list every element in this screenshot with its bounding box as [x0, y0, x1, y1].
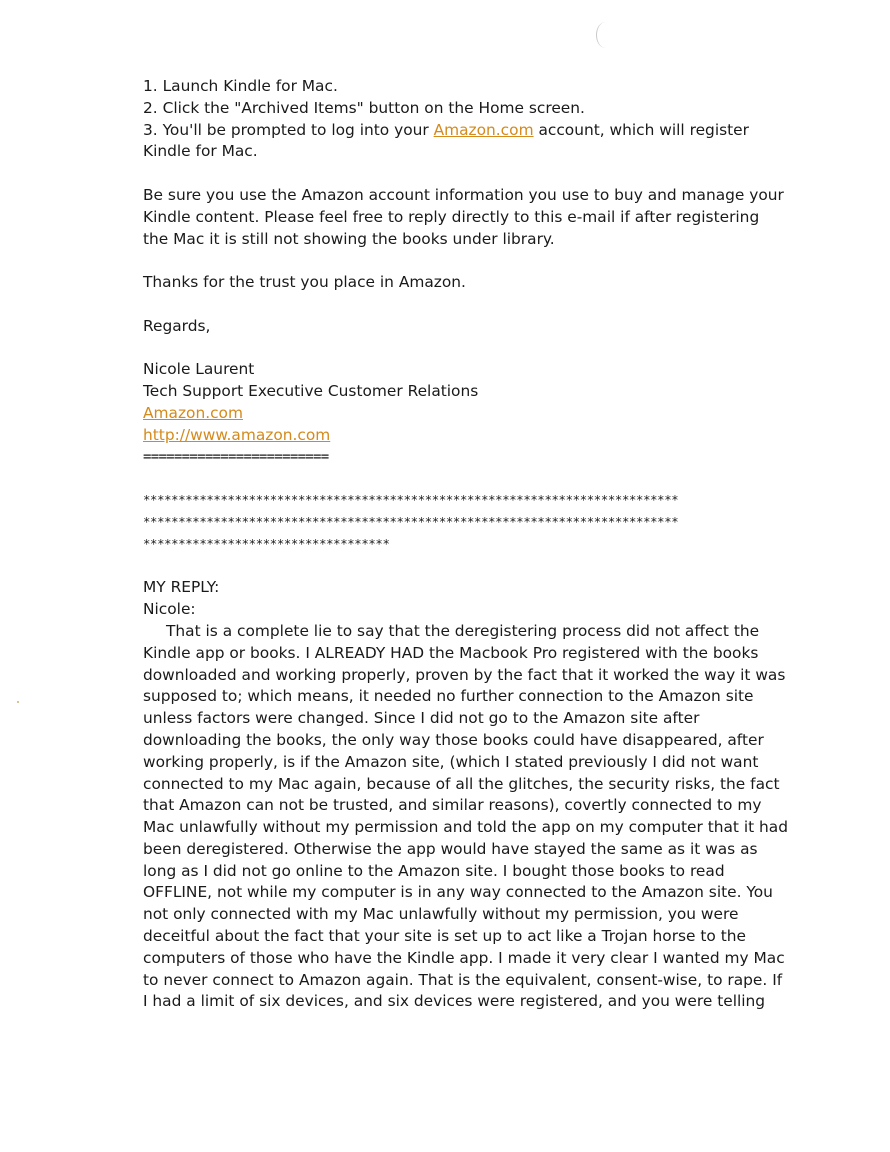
reply-line: not only connected with my Mac unlawfully without my permission, you were: [143, 905, 739, 924]
account-paragraph-line: Kindle content. Please feel free to reply directly to this e-mail if after registering: [143, 207, 760, 226]
reply-line: that Amazon can not be trusted, and similar reasons), covertly connected to my: [143, 796, 762, 815]
signature-rule: ========================: [143, 448, 329, 465]
reply-first-line-text: That is a complete lie to say that the deregistering process did not affect the: [166, 621, 760, 640]
signature-amazon-link[interactable]: Amazon.com: [143, 403, 243, 422]
reply-line: computers of those who have the Kindle app. I made it very clear I wanted my Mac: [143, 948, 785, 967]
signature-title: Tech Support Executive Customer Relations: [143, 382, 479, 401]
step-3: 3. You'll be prompted to log into your Amazon.com account, which will register: [143, 120, 749, 139]
reply-header: MY REPLY:: [143, 578, 220, 597]
reply-line: downloaded and working properly, proven by the fact that it worked the way it was: [143, 665, 786, 684]
reply-line: been deregistered. Otherwise the app would have stayed the same as it was as: [143, 839, 758, 858]
account-paragraph-line: the Mac it is still not showing the books under library.: [143, 229, 555, 248]
amazon-link-inline[interactable]: Amazon.com: [433, 120, 534, 139]
reply-line: connected to my Mac again, because of all the glitches, the security risks, the fact: [143, 774, 780, 793]
scan-speck: [17, 701, 19, 703]
reply-line: I had a limit of six devices, and six devices were registered, and you were telling: [143, 992, 766, 1011]
reply-line: long as I did not go online to the Amazon site. I bought those books to read: [143, 861, 725, 880]
reply-line: unless factors were changed. Since I did not go to the Amazon site after: [143, 709, 700, 728]
reply-line: OFFLINE, not while my computer is in any way connected to the Amazon site. You: [143, 883, 773, 902]
regards-line: Regards,: [143, 316, 211, 335]
account-paragraph-line: Be sure you use the Amazon account information you use to buy and manage your: [143, 185, 784, 204]
reply-line: downloading the books, the only way those books could have disappeared, after: [143, 730, 764, 749]
step-2: 2. Click the "Archived Items" button on the Home screen.: [143, 98, 585, 117]
reply-line: Mac unlawfully without my permission and told the app on my computer that it had: [143, 818, 789, 837]
salutation: Nicole:: [143, 600, 196, 619]
reply-line: Kindle app or books. I ALREADY HAD the Macbook Pro registered with the books: [143, 643, 759, 662]
step-1: 1. Launch Kindle for Mac.: [143, 77, 338, 95]
thanks-line: Thanks for the trust you place in Amazon.: [143, 273, 466, 292]
reply-line: working properly, is if the Amazon site, (which I stated previously I did not want: [143, 752, 759, 771]
asterisk-divider: ****************************************************************************: [143, 514, 679, 529]
signature-url-link[interactable]: http://www.amazon.com: [143, 425, 331, 444]
scan-artifact-mark: [596, 22, 615, 48]
asterisk-divider: ***********************************: [143, 536, 390, 551]
reply-body: [143, 621, 793, 1013]
reply-line: supposed to; which means, it needed no further connection to the Amazon site: [143, 687, 754, 706]
step-3-continued: Kindle for Mac.: [143, 142, 258, 161]
reply-line: deceitful about the fact that your site is set up to act like a Trojan horse to the: [143, 927, 746, 946]
email-document: [143, 76, 793, 1013]
reply-line: [143, 621, 793, 643]
reply-line: to never connect to Amazon again. That is the equivalent, consent-wise, to rape. If: [143, 970, 783, 989]
signature-name: Nicole Laurent: [143, 360, 255, 379]
asterisk-divider: ****************************************************************************: [143, 493, 679, 508]
